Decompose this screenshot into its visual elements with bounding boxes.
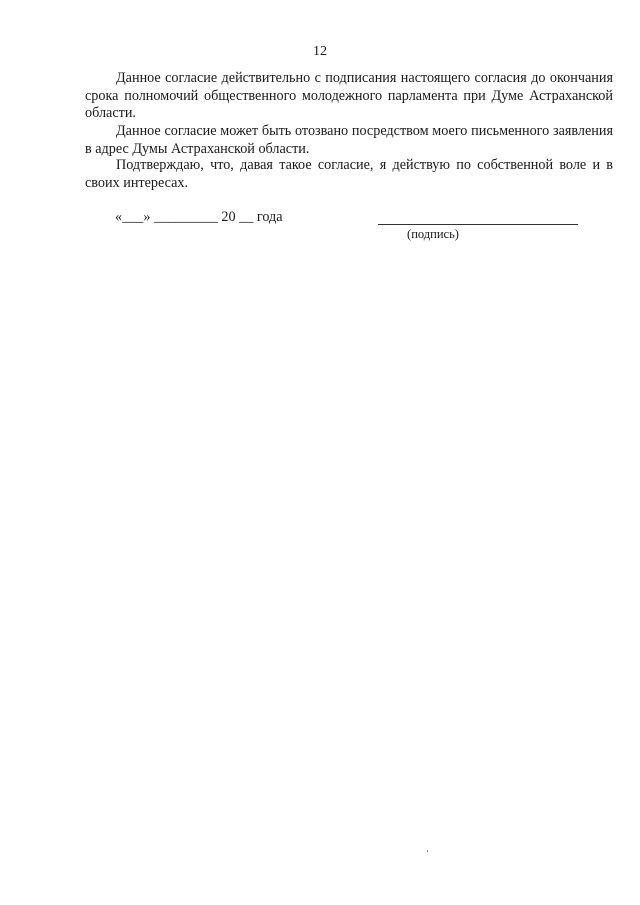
paragraph-validity: Данное согласие действительно с подписания настоящего согласия до окончания срока полномочий общественного молодежного парламента при Думе Астраханской области.	[85, 70, 613, 121]
date-line: «___» _________ 20 __ года	[115, 209, 283, 225]
page-number: 12	[313, 44, 327, 59]
signature-caption: (подпись)	[407, 227, 459, 241]
scan-speck	[427, 850, 428, 852]
paragraph-revocation: Данное согласие может быть отозвано посредством моего письменного заявления в адрес Думы Астраханской области.	[85, 123, 613, 157]
paragraph-confirmation: Подтверждаю, что, давая такое согласие, я действую по собственной воле и в своих интересах.	[85, 157, 613, 191]
signature-line	[378, 224, 578, 225]
